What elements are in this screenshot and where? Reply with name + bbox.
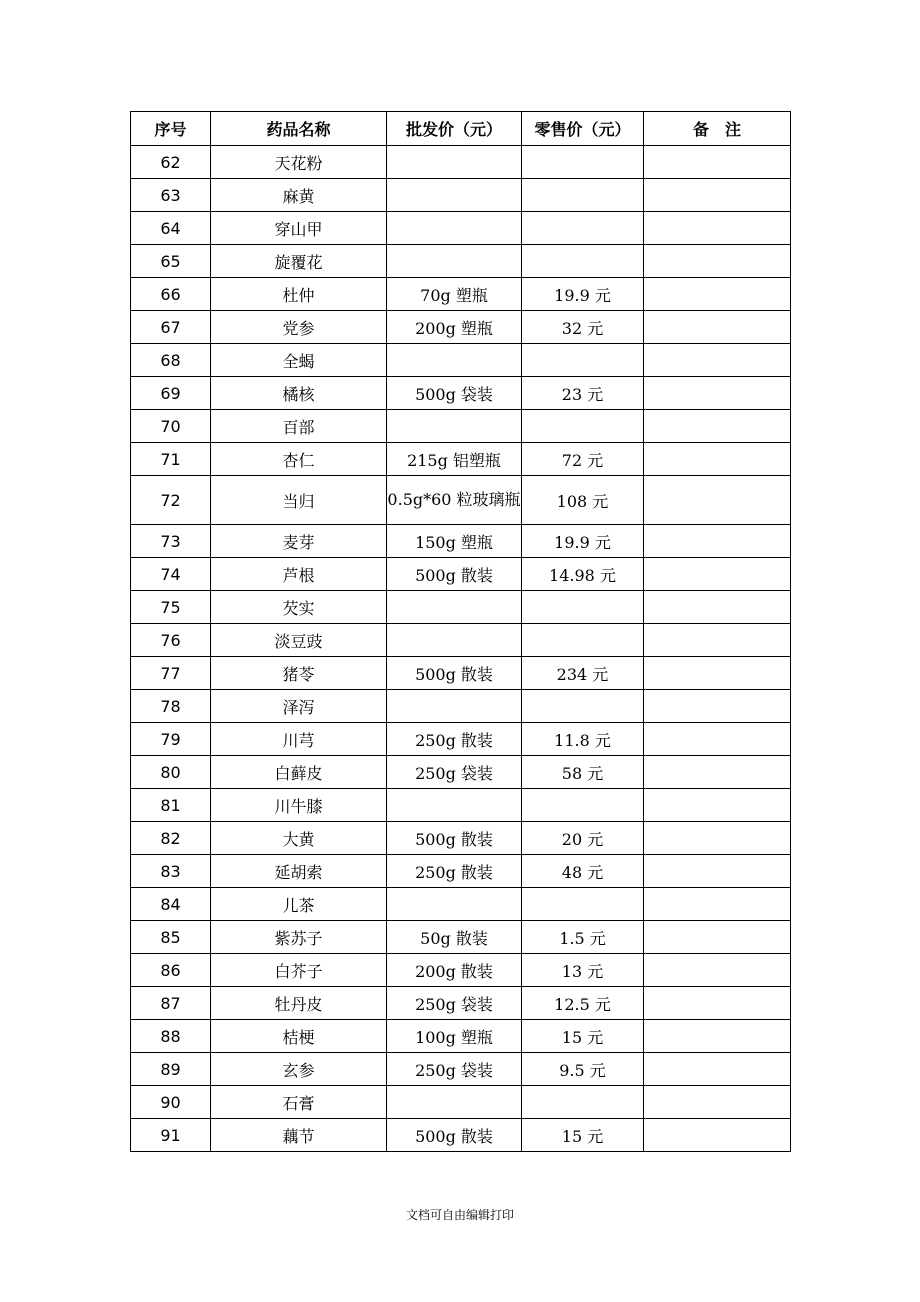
cell-retail-price xyxy=(522,212,644,245)
cell-serial-number: 71 xyxy=(131,443,211,476)
cell-serial-number: 72 xyxy=(131,476,211,525)
cell-wholesale-price xyxy=(387,789,522,822)
cell-remarks xyxy=(644,888,791,921)
cell-remarks xyxy=(644,690,791,723)
cell-wholesale-price: 250g 散装 xyxy=(387,855,522,888)
table-row xyxy=(131,756,791,789)
cell-remarks xyxy=(644,987,791,1020)
cell-remarks xyxy=(644,954,791,987)
cell-medicine-name: 桔梗 xyxy=(211,1020,387,1053)
cell-medicine-name: 当归 xyxy=(211,476,387,525)
cell-remarks xyxy=(644,212,791,245)
cell-wholesale-price: 215g 铝塑瓶 xyxy=(387,443,522,476)
cell-wholesale-price xyxy=(387,344,522,377)
cell-wholesale-price: 100g 塑瓶 xyxy=(387,1020,522,1053)
table-row xyxy=(131,146,791,179)
cell-retail-price: 32 元 xyxy=(522,311,644,344)
cell-serial-number: 70 xyxy=(131,410,211,443)
cell-medicine-name: 芡实 xyxy=(211,591,387,624)
cell-serial-number: 80 xyxy=(131,756,211,789)
cell-serial-number: 73 xyxy=(131,525,211,558)
cell-serial-number: 79 xyxy=(131,723,211,756)
header-retail-price: 零售价（元） xyxy=(522,112,644,146)
cell-retail-price: 15 元 xyxy=(522,1119,644,1152)
table-row xyxy=(131,377,791,410)
cell-retail-price: 48 元 xyxy=(522,855,644,888)
table-row xyxy=(131,723,791,756)
cell-retail-price xyxy=(522,179,644,212)
cell-retail-price xyxy=(522,245,644,278)
cell-retail-price: 234 元 xyxy=(522,657,644,690)
cell-remarks xyxy=(644,311,791,344)
table-row xyxy=(131,888,791,921)
cell-retail-price xyxy=(522,344,644,377)
cell-retail-price: 13 元 xyxy=(522,954,644,987)
table-row xyxy=(131,1020,791,1053)
cell-medicine-name: 白芥子 xyxy=(211,954,387,987)
table-row xyxy=(131,278,791,311)
cell-serial-number: 85 xyxy=(131,921,211,954)
cell-medicine-name: 猪苓 xyxy=(211,657,387,690)
cell-remarks xyxy=(644,278,791,311)
cell-retail-price: 72 元 xyxy=(522,443,644,476)
cell-medicine-name: 穿山甲 xyxy=(211,212,387,245)
cell-retail-price: 19.9 元 xyxy=(522,525,644,558)
cell-serial-number: 62 xyxy=(131,146,211,179)
cell-wholesale-price xyxy=(387,690,522,723)
table-row xyxy=(131,855,791,888)
cell-wholesale-price: 150g 塑瓶 xyxy=(387,525,522,558)
table-row xyxy=(131,1086,791,1119)
table-row xyxy=(131,245,791,278)
cell-remarks xyxy=(644,558,791,591)
cell-medicine-name: 芦根 xyxy=(211,558,387,591)
cell-serial-number: 81 xyxy=(131,789,211,822)
cell-serial-number: 90 xyxy=(131,1086,211,1119)
cell-remarks xyxy=(644,377,791,410)
cell-medicine-name: 淡豆豉 xyxy=(211,624,387,657)
cell-serial-number: 78 xyxy=(131,690,211,723)
cell-medicine-name: 全蝎 xyxy=(211,344,387,377)
cell-serial-number: 86 xyxy=(131,954,211,987)
table-row xyxy=(131,789,791,822)
cell-remarks xyxy=(644,245,791,278)
cell-retail-price: 19.9 元 xyxy=(522,278,644,311)
cell-medicine-name: 白藓皮 xyxy=(211,756,387,789)
table-row xyxy=(131,1119,791,1152)
cell-medicine-name: 石膏 xyxy=(211,1086,387,1119)
table-row xyxy=(131,657,791,690)
cell-remarks xyxy=(644,1053,791,1086)
table-row xyxy=(131,987,791,1020)
cell-wholesale-price xyxy=(387,179,522,212)
cell-medicine-name: 麦芽 xyxy=(211,525,387,558)
cell-remarks xyxy=(644,756,791,789)
header-serial-number: 序号 xyxy=(131,112,211,146)
cell-retail-price: 1.5 元 xyxy=(522,921,644,954)
cell-remarks xyxy=(644,179,791,212)
cell-medicine-name: 麻黄 xyxy=(211,179,387,212)
cell-remarks xyxy=(644,591,791,624)
cell-serial-number: 64 xyxy=(131,212,211,245)
cell-remarks xyxy=(644,921,791,954)
cell-retail-price xyxy=(522,690,644,723)
cell-serial-number: 65 xyxy=(131,245,211,278)
cell-remarks xyxy=(644,1119,791,1152)
cell-serial-number: 67 xyxy=(131,311,211,344)
cell-wholesale-price xyxy=(387,146,522,179)
table-row xyxy=(131,624,791,657)
cell-serial-number: 66 xyxy=(131,278,211,311)
cell-remarks xyxy=(644,410,791,443)
table-header-row xyxy=(131,112,791,146)
cell-remarks xyxy=(644,443,791,476)
cell-medicine-name: 杜仲 xyxy=(211,278,387,311)
cell-retail-price xyxy=(522,789,644,822)
table-row xyxy=(131,410,791,443)
table-row xyxy=(131,344,791,377)
footer-note: 文档可自由编辑打印 xyxy=(405,1208,514,1222)
table-row xyxy=(131,525,791,558)
cell-serial-number: 74 xyxy=(131,558,211,591)
cell-serial-number: 84 xyxy=(131,888,211,921)
cell-serial-number: 82 xyxy=(131,822,211,855)
cell-retail-price: 14.98 元 xyxy=(522,558,644,591)
cell-retail-price xyxy=(522,888,644,921)
cell-remarks xyxy=(644,789,791,822)
cell-serial-number: 68 xyxy=(131,344,211,377)
cell-retail-price xyxy=(522,624,644,657)
cell-remarks xyxy=(644,1020,791,1053)
cell-remarks xyxy=(644,723,791,756)
cell-wholesale-price xyxy=(387,888,522,921)
cell-medicine-name: 川牛膝 xyxy=(211,789,387,822)
cell-wholesale-price: 500g 散装 xyxy=(387,558,522,591)
cell-wholesale-price: 500g 散装 xyxy=(387,657,522,690)
cell-remarks xyxy=(644,624,791,657)
cell-wholesale-price xyxy=(387,245,522,278)
cell-retail-price xyxy=(522,410,644,443)
cell-remarks xyxy=(644,855,791,888)
cell-remarks xyxy=(644,344,791,377)
table-row xyxy=(131,443,791,476)
cell-retail-price: 11.8 元 xyxy=(522,723,644,756)
cell-retail-price xyxy=(522,146,644,179)
table-row xyxy=(131,311,791,344)
cell-serial-number: 63 xyxy=(131,179,211,212)
cell-medicine-name: 玄参 xyxy=(211,1053,387,1086)
cell-wholesale-price: 250g 散装 xyxy=(387,723,522,756)
cell-medicine-name: 橘核 xyxy=(211,377,387,410)
cell-serial-number: 87 xyxy=(131,987,211,1020)
cell-serial-number: 76 xyxy=(131,624,211,657)
cell-wholesale-price: 200g 塑瓶 xyxy=(387,311,522,344)
cell-serial-number: 91 xyxy=(131,1119,211,1152)
header-remarks: 备 注 xyxy=(644,112,791,146)
cell-serial-number: 88 xyxy=(131,1020,211,1053)
cell-wholesale-price: 250g 袋装 xyxy=(387,756,522,789)
table-body xyxy=(131,146,791,1152)
table-row xyxy=(131,954,791,987)
cell-retail-price: 58 元 xyxy=(522,756,644,789)
header-medicine-name: 药品名称 xyxy=(211,112,387,146)
cell-retail-price: 108 元 xyxy=(522,476,644,525)
cell-remarks xyxy=(644,476,791,525)
cell-retail-price: 12.5 元 xyxy=(522,987,644,1020)
cell-wholesale-price: 70g 塑瓶 xyxy=(387,278,522,311)
medicine-price-table xyxy=(130,111,791,1152)
cell-medicine-name: 大黄 xyxy=(211,822,387,855)
cell-wholesale-price xyxy=(387,212,522,245)
cell-serial-number: 69 xyxy=(131,377,211,410)
cell-retail-price: 15 元 xyxy=(522,1020,644,1053)
header-wholesale-price: 批发价（元） xyxy=(387,112,522,146)
cell-remarks xyxy=(644,1086,791,1119)
cell-wholesale-price xyxy=(387,1086,522,1119)
table-row xyxy=(131,822,791,855)
table-row xyxy=(131,591,791,624)
cell-serial-number: 75 xyxy=(131,591,211,624)
cell-serial-number: 89 xyxy=(131,1053,211,1086)
cell-remarks xyxy=(644,146,791,179)
cell-medicine-name: 儿茶 xyxy=(211,888,387,921)
cell-wholesale-price xyxy=(387,410,522,443)
cell-retail-price: 20 元 xyxy=(522,822,644,855)
cell-wholesale-price: 0.5g*60 粒玻璃瓶 xyxy=(387,476,522,525)
table-row xyxy=(131,212,791,245)
cell-remarks xyxy=(644,525,791,558)
cell-medicine-name: 旋覆花 xyxy=(211,245,387,278)
cell-medicine-name: 紫苏子 xyxy=(211,921,387,954)
cell-serial-number: 83 xyxy=(131,855,211,888)
cell-retail-price xyxy=(522,1086,644,1119)
cell-remarks xyxy=(644,657,791,690)
table-row xyxy=(131,558,791,591)
cell-wholesale-price: 500g 散装 xyxy=(387,1119,522,1152)
cell-medicine-name: 延胡索 xyxy=(211,855,387,888)
cell-wholesale-price: 250g 袋装 xyxy=(387,987,522,1020)
table-row xyxy=(131,179,791,212)
cell-medicine-name: 牡丹皮 xyxy=(211,987,387,1020)
cell-medicine-name: 川芎 xyxy=(211,723,387,756)
table-row xyxy=(131,1053,791,1086)
cell-wholesale-price xyxy=(387,624,522,657)
cell-medicine-name: 藕节 xyxy=(211,1119,387,1152)
cell-retail-price: 23 元 xyxy=(522,377,644,410)
cell-wholesale-price: 50g 散装 xyxy=(387,921,522,954)
table-row xyxy=(131,921,791,954)
cell-wholesale-price xyxy=(387,591,522,624)
cell-retail-price xyxy=(522,591,644,624)
cell-remarks xyxy=(644,822,791,855)
cell-medicine-name: 党参 xyxy=(211,311,387,344)
cell-wholesale-price: 500g 散装 xyxy=(387,822,522,855)
cell-medicine-name: 天花粉 xyxy=(211,146,387,179)
cell-medicine-name: 泽泻 xyxy=(211,690,387,723)
cell-wholesale-price: 250g 袋装 xyxy=(387,1053,522,1086)
cell-serial-number: 77 xyxy=(131,657,211,690)
cell-wholesale-price: 500g 袋装 xyxy=(387,377,522,410)
cell-retail-price: 9.5 元 xyxy=(522,1053,644,1086)
cell-medicine-name: 杏仁 xyxy=(211,443,387,476)
table-row xyxy=(131,476,791,525)
table-row xyxy=(131,690,791,723)
cell-wholesale-price: 200g 散装 xyxy=(387,954,522,987)
cell-medicine-name: 百部 xyxy=(211,410,387,443)
